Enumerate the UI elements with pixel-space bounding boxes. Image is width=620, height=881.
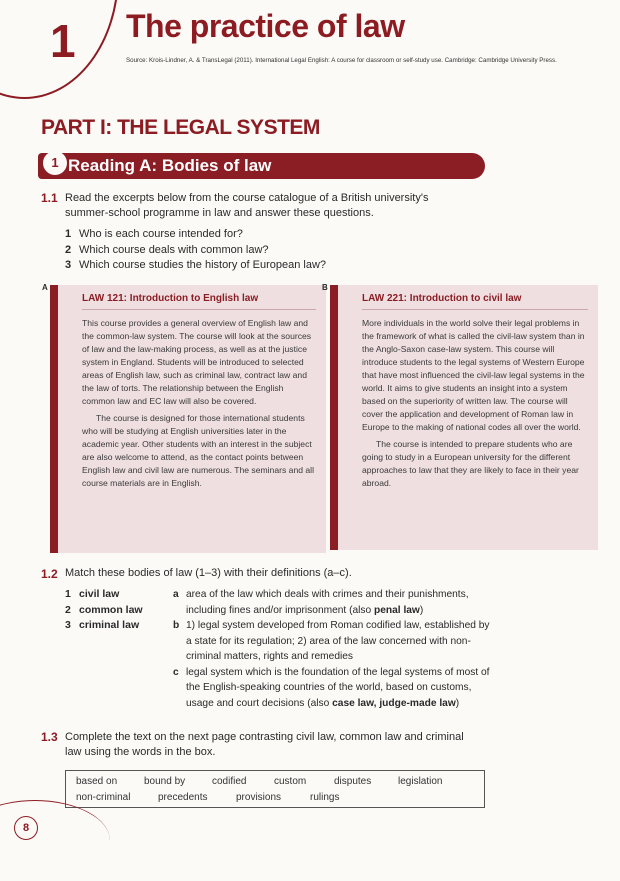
definition-b: b 1) legal system developed from Roman codified law, established by a state for its regulation; 2) area of the law concerned with non-criminal matters, rights and remedies [173,620,490,662]
course-b-paragraph-1: More individuals in the world solve their legal problems in the framework of what is called the civil-law system than in the Anglo-Saxon case-law system. This course will introduce students to the legal systems of Western Europe that have most influenced the civil-law legal systems in the world. It aims to give students an insight into a system based on the superiority of written law. The course will cover the application and development of Roman law in Europe to the making of national codes all over the world. [362,318,585,432]
word-item: non-criminal [76,792,131,803]
course-a-box [50,285,326,553]
question-1-1-list [65,227,326,274]
definitions-list [173,587,493,711]
course-b-paragraph-2: The course is intended to prepare students who are going to study in a European university for the different approaches to law that they are likely to face in their year abroad. [362,439,579,488]
word-item: custom [274,776,307,787]
page-number: 8 [14,816,38,840]
question-1-2-text: Match these bodies of law (1–3) with their definitions (a–c). [65,567,352,579]
term-item: 3 criminal law [65,619,140,631]
course-b-title: LAW 221: Introduction to civil law [362,293,588,310]
course-a-paragraph-1: This course provides a general overview of English law and the common-law system. The course will look at the sources of law and the law-making process, as well as at the justice system in England. Students will be introduced to selected areas of English law, such as criminal law, contract law and the law of torts. The relationship between the English common law and EC law will also be covered. [82,318,312,406]
chapter-title: The practice of law [126,8,405,44]
question-1-1-text: Read the excerpts below from the course catalogue of a British university's summer-school programme in law and answer these questions. [65,192,429,219]
definition-c: c legal system which is the foundation of the legal systems of most of the English-speaking countries of the world, based on customs, usage and court decisions (also case law, judge-made law) [173,666,490,709]
word-item: disputes [334,776,372,787]
terms-list [65,587,143,634]
definition-a: a area of the law which deals with crimes and their punishments, including fines and/or imprisonment (also penal law) [173,589,469,616]
course-b-label: B [322,283,328,292]
question-number-1-3: 1.3 [41,730,58,744]
list-item: 2 Which course deals with common law? [65,243,269,256]
course-a-label: A [42,283,48,292]
word-item: based on [76,776,118,787]
word-box [65,770,485,808]
word-item: precedents [158,792,208,803]
course-b-box [330,285,598,550]
question-number-1-2: 1.2 [41,567,58,581]
question-number-1-1: 1.1 [41,191,58,205]
list-item: 1 Who is each course intended for? [65,228,243,240]
term-item: 2 common law [65,603,143,616]
word-item: bound by [144,776,186,787]
chapter-number: 1 [50,15,76,67]
word-item: codified [212,776,247,787]
word-item: rulings [310,792,340,803]
part-title: PART I: THE LEGAL SYSTEM [41,116,320,139]
source-citation: Source: Krois-Lindner, A. & TransLegal (2011). International Legal English: A course for classroom or self-study use. Cambridge: Cambridge University Press. [126,57,557,64]
question-1-3-text: Complete the text on the next page contrasting civil law, common law and criminal law using the words in the box. [65,731,464,758]
word-item: provisions [236,792,282,803]
course-a-title: LAW 121: Introduction to English law [82,293,316,310]
section-number: 1 [43,151,67,175]
section-title: Reading A: Bodies of law [68,156,272,175]
word-item: legislation [398,776,443,787]
course-a-paragraph-2: The course is designed for those international students who will be studying at English universities later in the academic year. Other students with an interest in the subject are also welcome to attend, as the contact points between English law and civil law are numerous. The seminars and all course materials are in English. [82,413,314,488]
footer-arc-decoration [0,800,110,881]
list-item: 3 Which course studies the history of European law? [65,259,327,271]
term-item: 1 civil law [65,588,120,600]
